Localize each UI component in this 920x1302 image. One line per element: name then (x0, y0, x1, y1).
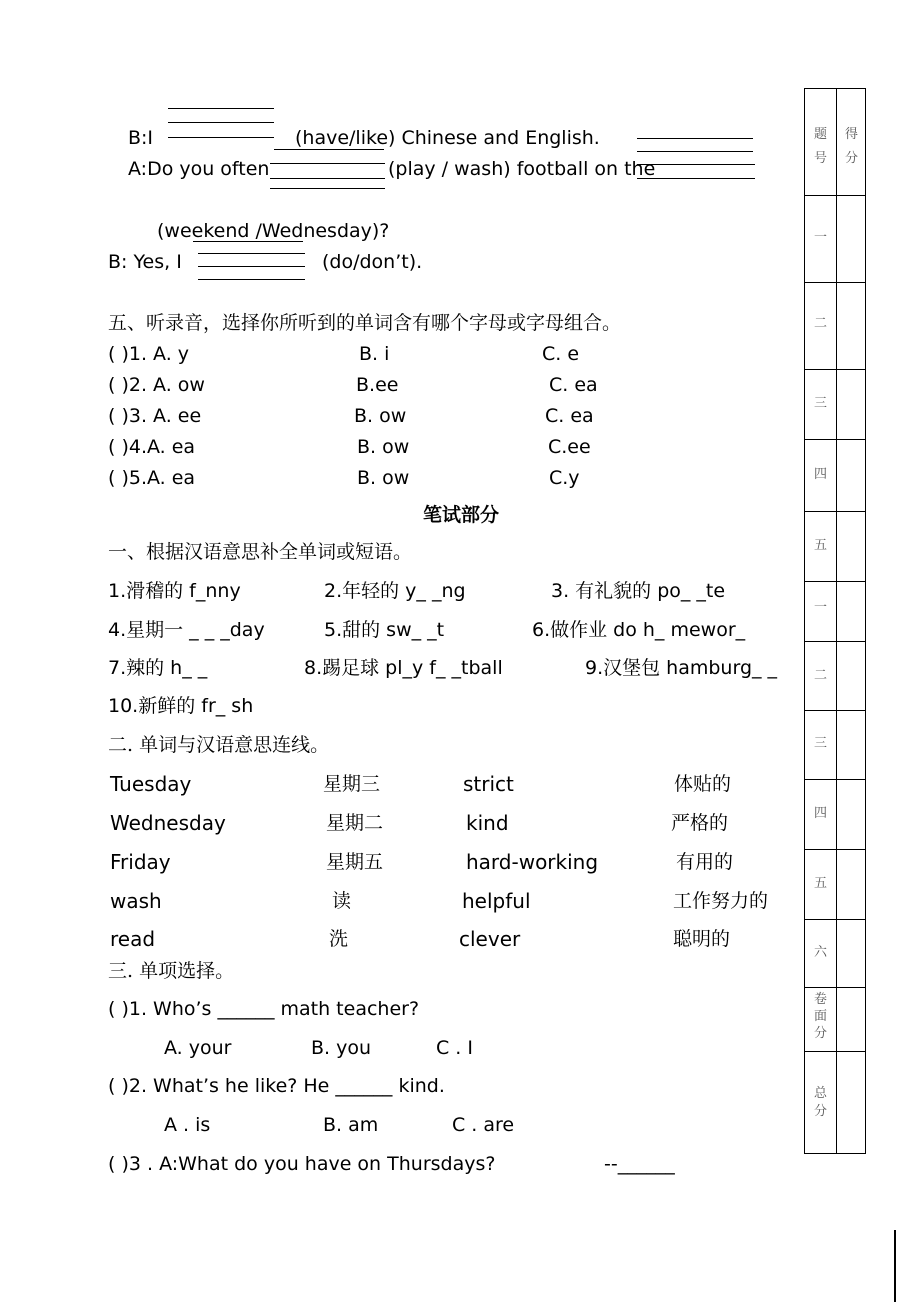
fill-word-item: 3. 有礼貌的 po_ _te (551, 580, 726, 602)
section3-heading: 三. 单项选择。 (108, 960, 235, 982)
choice-question: ( )2. What’s he like? He ______ kind. (108, 1075, 445, 1097)
match-chinese-word: 聪明的 (673, 928, 731, 950)
choice-answer-blank: --______ (604, 1153, 675, 1175)
match-english-word: hard-working (466, 850, 599, 874)
fill-word-item: 6.做作业 do h_ mewor_ (532, 619, 746, 641)
listening-option-b: B. ow (357, 436, 410, 458)
match-chinese-word: 星期三 (323, 773, 381, 795)
table-row (805, 369, 865, 370)
score-header-score: 得分 (844, 127, 858, 166)
listening-option-b: B. ow (357, 467, 410, 489)
table-row (805, 987, 865, 988)
table-row (805, 581, 865, 582)
section2-heading: 二. 单词与汉语意思连线。 (108, 734, 330, 756)
match-english-word: read (110, 927, 156, 951)
score-row-label: 五 (813, 538, 827, 553)
table-row (805, 511, 865, 512)
choice-option: B. am (323, 1114, 379, 1136)
score-row-label: 卷面分 (813, 992, 827, 1041)
listening-option-c: C. e (542, 343, 580, 365)
table-row (805, 282, 865, 283)
score-row-label: 六 (813, 945, 827, 960)
score-row-label: 五 (813, 876, 827, 891)
table-row (805, 849, 865, 850)
score-row-label: 二 (813, 316, 827, 331)
match-chinese-word: 有用的 (676, 851, 734, 873)
table-row (805, 779, 865, 780)
listening-option-b: B. i (359, 343, 390, 365)
match-chinese-word: 体贴的 (674, 773, 732, 795)
match-english-word: helpful (462, 889, 531, 913)
fill-word-item: 7.辣的 h_ _ (108, 657, 208, 679)
match-english-word: Wednesday (110, 811, 226, 835)
blank-line (270, 188, 385, 189)
blank-line (168, 108, 274, 109)
table-row (805, 1051, 865, 1052)
choice-question: ( )1. Who’s ______ math teacher? (108, 998, 420, 1020)
table-divider (836, 89, 837, 1153)
listening-option-c: C.y (549, 467, 580, 489)
table-row (805, 641, 865, 642)
match-english-word: strict (463, 772, 514, 796)
blank-line (168, 137, 274, 138)
blank-line (193, 241, 303, 242)
fill-word-item: 8.踢足球 pl_y f_ _tball (304, 657, 503, 679)
score-row-label: 总分 (813, 1086, 827, 1119)
choice-option: C . are (452, 1114, 515, 1136)
choice-option: C . I (436, 1037, 473, 1059)
dialogue-b2-prefix: B: Yes, I (108, 251, 182, 273)
fill-word-item: 1.滑稽的 f_nny (108, 580, 241, 602)
score-row-label: 一 (813, 230, 827, 245)
blank-line (198, 253, 305, 254)
listening-item-number: ( )3. A. ee (108, 405, 202, 427)
dialogue-a-middle: (play / wash) football on the (388, 158, 656, 180)
match-chinese-word: 严格的 (671, 812, 729, 834)
score-row-label: 一 (813, 600, 827, 615)
listening-item-number: ( )4.A. ea (108, 436, 196, 458)
match-english-word: wash (110, 889, 162, 913)
dialogue-b2-suffix: (do/don’t). (322, 251, 423, 273)
match-chinese-word: 工作努力的 (673, 890, 769, 912)
score-row-label: 三 (813, 396, 827, 411)
blank-line (270, 178, 385, 179)
fill-word-item: 2.年轻的 y_ _ng (324, 580, 466, 602)
choice-option: B. you (311, 1037, 372, 1059)
match-english-word: Tuesday (110, 772, 192, 796)
dialogue-b1-prefix: B:I (128, 127, 154, 149)
choice-option: A . is (164, 1114, 211, 1136)
blank-line (198, 266, 305, 267)
blank-line (270, 163, 385, 164)
match-chinese-word: 读 (332, 890, 352, 912)
blank-line (637, 138, 753, 139)
listening-heading: 五、听录音，选择你所听到的单词含有哪个字母或字母组合。 (108, 312, 622, 334)
score-header-number: 题号 (813, 127, 827, 166)
match-chinese-word: 星期二 (326, 812, 384, 834)
listening-option-c: C. ea (545, 405, 594, 427)
score-row-label: 四 (813, 467, 827, 482)
choice-option: A. your (164, 1037, 232, 1059)
blank-line (637, 164, 755, 165)
blank-line (637, 178, 755, 179)
fill-word-item: 5.甜的 sw_ _t (324, 619, 445, 641)
listening-option-c: C.ee (548, 436, 591, 458)
margin-rule (894, 1230, 896, 1302)
listening-option-b: B.ee (356, 374, 399, 396)
choice-question: ( )3 . A:What do you have on Thursdays? (108, 1153, 496, 1175)
match-chinese-word: 洗 (329, 928, 349, 950)
blank-line (637, 151, 753, 152)
dialogue-a-cont: (weekend /Wednesday)? (157, 220, 390, 242)
match-english-word: kind (466, 811, 509, 835)
table-row (805, 195, 865, 196)
dialogue-b1-suffix: (have/like) Chinese and English. (295, 127, 600, 149)
listening-option-c: C. ea (549, 374, 598, 396)
blank-line (198, 279, 305, 280)
match-chinese-word: 星期五 (326, 851, 384, 873)
table-row (805, 919, 865, 920)
table-row (805, 710, 865, 711)
score-row-label: 三 (813, 736, 827, 751)
match-english-word: clever (459, 927, 521, 951)
fill-word-item: 9.汉堡包 hamburg_ _ (585, 657, 778, 679)
score-table (804, 88, 866, 1154)
listening-item-number: ( )5.A. ea (108, 467, 196, 489)
listening-item-number: ( )2. A. ow (108, 374, 205, 396)
score-row-label: 四 (813, 806, 827, 821)
score-row-label: 二 (813, 668, 827, 683)
written-section-title: 笔试部分 (423, 504, 500, 526)
listening-option-b: B. ow (354, 405, 407, 427)
listening-item-number: ( )1. A. y (108, 343, 190, 365)
dialogue-a-prefix: A:Do you often (128, 158, 270, 180)
fill-word-item: 10.新鲜的 fr_ sh (108, 695, 254, 717)
table-row (805, 439, 865, 440)
section1-heading: 一、根据汉语意思补全单词或短语。 (108, 541, 413, 563)
match-english-word: Friday (110, 850, 171, 874)
fill-word-item: 4.星期一 _ _ _day (108, 619, 265, 641)
blank-line (168, 122, 274, 123)
